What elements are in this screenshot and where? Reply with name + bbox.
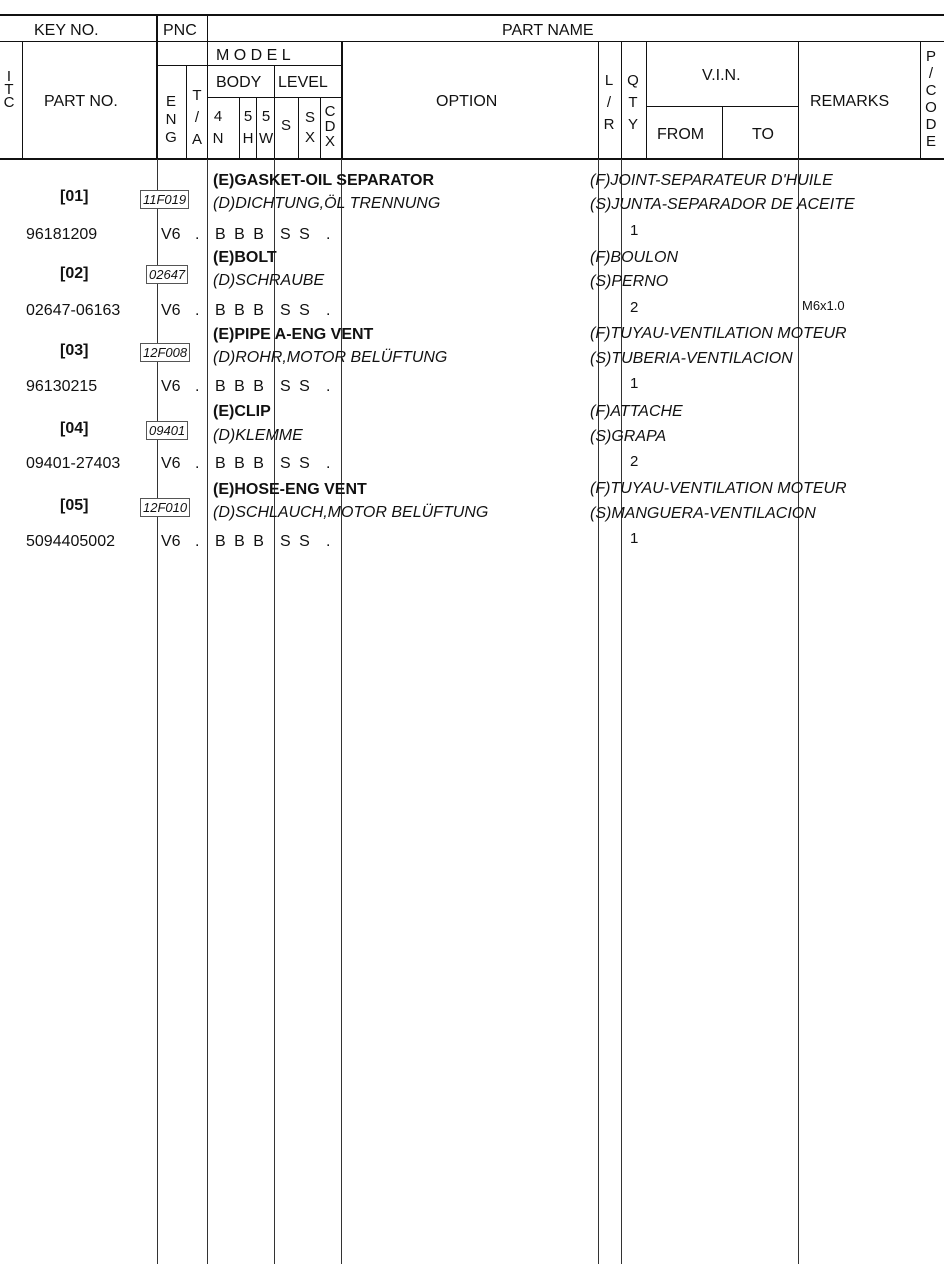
part-name-fr: (F)TUYAU-VENTILATION MOTEUR xyxy=(590,325,847,342)
part-name-fr: (F)BOULON xyxy=(590,249,678,266)
engine-code: V6 xyxy=(161,378,181,395)
remarks-value: M6x1.0 xyxy=(802,298,845,313)
body-col-divider-1 xyxy=(239,97,240,159)
remarks-pcode-divider xyxy=(920,41,921,159)
part-name-fr: (F)ATTACHE xyxy=(590,403,683,420)
part-no-header: PART NO. xyxy=(44,93,118,110)
body-header: BODY xyxy=(216,74,262,91)
pnc-code: 09401 xyxy=(146,421,188,440)
option-right-divider xyxy=(598,41,599,159)
body-col-line-option xyxy=(341,159,342,1264)
key-number: [02] xyxy=(60,265,89,282)
part-name-de: (D)ROHR,MOTOR BELÜFTUNG xyxy=(213,349,448,366)
part-number: 02647-06163 xyxy=(26,302,121,319)
key-no-header: KEY NO. xyxy=(34,22,99,39)
body-applicability: B B B xyxy=(215,226,266,243)
part-number: 5094405002 xyxy=(26,533,115,550)
key-number: [04] xyxy=(60,420,89,437)
model-rule xyxy=(157,65,342,66)
option-left-divider xyxy=(341,41,343,159)
level-header: LEVEL xyxy=(278,74,328,91)
part-number: 96130215 xyxy=(26,378,98,395)
part-name-es: (S)GRAPA xyxy=(590,428,667,445)
vin-header: V.I.N. xyxy=(702,67,741,84)
pnc-code: 12F010 xyxy=(140,498,190,517)
body-applicability: B B B xyxy=(215,533,266,550)
part-name-en: (E)PIPE A-ENG VENT xyxy=(213,326,374,343)
level-cdx-mark: . xyxy=(326,455,331,472)
quantity: 2 xyxy=(630,299,639,316)
quantity: 1 xyxy=(630,222,639,239)
body-applicability: B B B xyxy=(215,302,266,319)
part-name-fr: (F)TUYAU-VENTILATION MOTEUR xyxy=(590,480,847,497)
level-applicability: S S xyxy=(280,302,312,319)
quantity: 1 xyxy=(630,530,639,547)
part-name-en: (E)GASKET-OIL SEPARATOR xyxy=(213,172,435,189)
body-level-rule xyxy=(208,97,342,98)
top-rule xyxy=(0,14,944,16)
part-name-de: (D)SCHRAUBE xyxy=(213,272,325,289)
header-row-rule xyxy=(0,41,944,42)
itc-header: I T C xyxy=(3,68,15,111)
lr-divider xyxy=(621,41,622,159)
ta-header: T / A xyxy=(191,87,202,148)
key-number: [01] xyxy=(60,188,89,205)
level-cdx-mark: . xyxy=(326,302,331,319)
body-5w-header: 5 W xyxy=(259,108,274,147)
level-cdx-header: C D X xyxy=(324,103,336,150)
ta-mark: . xyxy=(195,302,200,319)
from-header: FROM xyxy=(657,126,705,143)
body-applicability: B B B xyxy=(215,455,266,472)
level-applicability: S S xyxy=(280,378,312,395)
body-col-line-pnc xyxy=(157,159,158,1264)
model-header: M O D E L xyxy=(216,47,291,64)
level-applicability: S S xyxy=(280,226,312,243)
key-number: [05] xyxy=(60,497,89,514)
part-name-es: (S)MANGUERA-VENTILACION xyxy=(590,505,816,522)
quantity: 1 xyxy=(630,375,639,392)
body-col-line-model xyxy=(207,159,208,1264)
eng-header: E N G xyxy=(165,93,177,146)
level-col-divider-2 xyxy=(320,97,321,159)
key-number: [03] xyxy=(60,342,89,359)
engine-code: V6 xyxy=(161,226,181,243)
pnc-code: 11F019 xyxy=(140,190,189,209)
itc-divider xyxy=(22,41,23,159)
vin-remarks-divider xyxy=(798,41,799,159)
part-name-es: (S)JUNTA-SEPARADOR DE ACEITE xyxy=(590,196,855,213)
ta-mark: . xyxy=(195,533,200,550)
level-applicability: S S xyxy=(280,455,312,472)
body-col-divider-2 xyxy=(256,97,257,159)
body-4n-header: 4 N xyxy=(212,108,224,147)
ta-mark: . xyxy=(195,226,200,243)
engine-code: V6 xyxy=(161,455,181,472)
eng-divider xyxy=(186,65,187,159)
level-s-header: S xyxy=(280,117,291,134)
body-applicability: B B B xyxy=(215,378,266,395)
part-name-header: PART NAME xyxy=(502,22,594,39)
pnc-right-divider xyxy=(207,14,208,159)
part-name-fr: (F)JOINT-SEPARATEUR D'HUILE xyxy=(590,172,833,189)
pnc-left-divider xyxy=(156,14,158,159)
qty-divider xyxy=(646,41,647,159)
pnc-code: 02647 xyxy=(146,265,188,284)
pnc-code: 12F008 xyxy=(140,343,190,362)
level-cdx-mark: . xyxy=(326,226,331,243)
qty-header: Q T Y xyxy=(627,72,639,133)
quantity: 2 xyxy=(630,453,639,470)
part-name-de: (D)DICHTUNG,ÖL TRENNUNG xyxy=(213,195,441,212)
level-cdx-mark: . xyxy=(326,533,331,550)
level-sx-header: S X xyxy=(304,109,315,146)
body-col-line-level xyxy=(274,159,275,1264)
ta-mark: . xyxy=(195,378,200,395)
option-header: OPTION xyxy=(436,93,498,110)
pnc-header: PNC xyxy=(163,22,197,39)
part-name-de: (D)KLEMME xyxy=(213,427,303,444)
pcode-header: P / C O D E xyxy=(925,48,937,150)
level-applicability: S S xyxy=(280,533,312,550)
part-number: 96181209 xyxy=(26,226,98,243)
to-header: TO xyxy=(752,126,774,143)
engine-code: V6 xyxy=(161,302,181,319)
lr-header: L / R xyxy=(603,72,615,133)
body-level-divider xyxy=(274,65,275,159)
remarks-header: REMARKS xyxy=(810,93,890,110)
part-name-es: (S)TUBERIA-VENTILACION xyxy=(590,350,793,367)
part-name-en: (E)BOLT xyxy=(213,249,277,266)
engine-code: V6 xyxy=(161,533,181,550)
part-name-en: (E)CLIP xyxy=(213,403,271,420)
level-cdx-mark: . xyxy=(326,378,331,395)
vin-from-to-divider xyxy=(722,106,723,159)
level-col-divider-1 xyxy=(298,97,299,159)
part-number: 09401-27403 xyxy=(26,455,121,472)
part-name-en: (E)HOSE-ENG VENT xyxy=(213,481,367,498)
ta-mark: . xyxy=(195,455,200,472)
part-name-de: (D)SCHLAUCH,MOTOR BELÜFTUNG xyxy=(213,504,489,521)
body-5h-header: 5 H xyxy=(242,108,254,147)
part-name-es: (S)PERNO xyxy=(590,273,669,290)
header-bottom-rule xyxy=(0,158,944,160)
